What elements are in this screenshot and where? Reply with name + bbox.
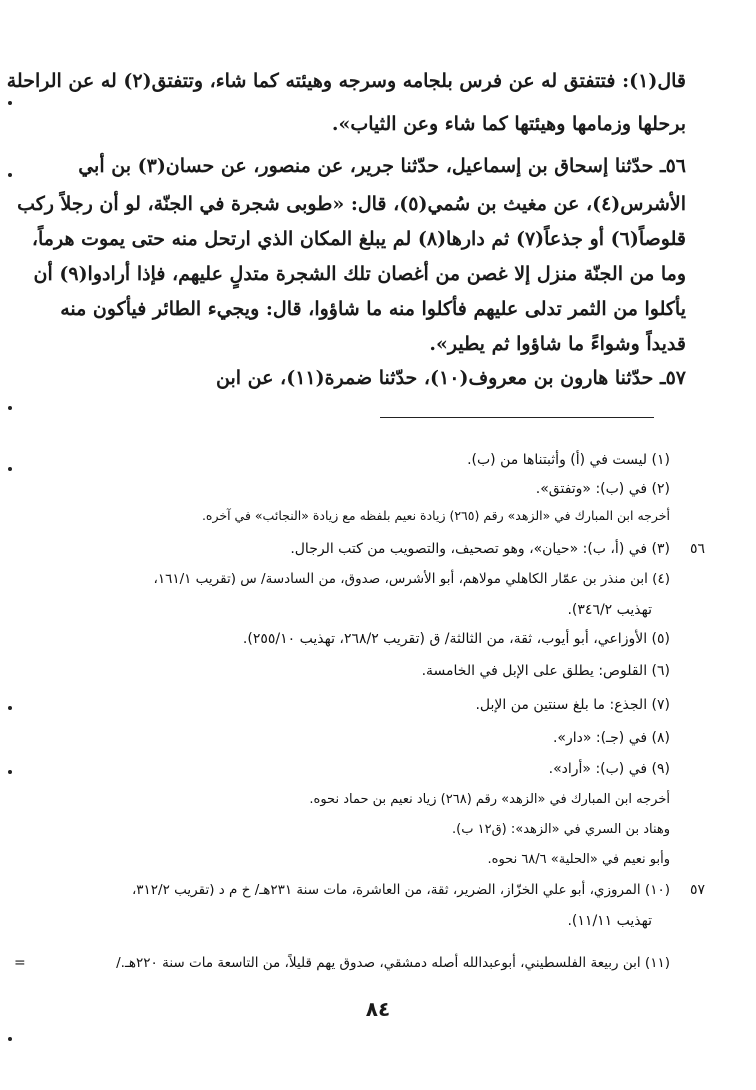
- margin-dot: [8, 101, 12, 105]
- footnote-separator: [380, 417, 654, 418]
- footnote-11: (١١) ابن ربيعة الفلسطيني، أبوعبدالله أصله دمشقي، صدوق يهم قليلاً، من التاسعة مات سنة ٢٢٠هـ./: [116, 955, 670, 971]
- margin-dot: [8, 770, 12, 774]
- footnote-1: (١) ليست في (أ) وأثبتناها من (ب).: [467, 452, 670, 468]
- footnote-4: (٤) ابن منذر بن عمّار الكاهلي مولاهم، أبو الأشرس، صدوق، من السادسة/ س (تقريب ١٦١/١،: [153, 571, 670, 587]
- footnote-6: (٦) القلوص: يطلق على الإبل في الخامسة.: [421, 663, 670, 679]
- footnote-2: (٢) في (ب): «وتفتق».: [535, 481, 670, 497]
- main-text-line-6: وما من الجنّة منزل إلا غصن من أغصان تلك الشجرة متدلٍ عليهم، فإذا أرادوا(٩) أن: [33, 263, 686, 285]
- main-text-line-7: يأكلوا من الثمر تدلى عليهم فأكلوا منه ما شاؤوا، قال: ويجيء الطائر فيأكون منه: [60, 298, 686, 320]
- main-text-line-8: قديداً وشواءً ما شاؤوا ثم يطير».: [429, 333, 686, 355]
- continuation-mark: =: [14, 955, 26, 971]
- margin-dot: [8, 706, 12, 710]
- hadith-number-57: ٥٧: [690, 882, 706, 898]
- margin-dot: [8, 406, 12, 410]
- footnote-5: (٥) الأوزاعي، أبو أيوب، ثقة، من الثالثة/ ق (تقريب ٢٦٨/٢، تهذيب ٢٥٥/١٠).: [242, 631, 670, 647]
- margin-dot: [8, 467, 12, 471]
- footnote-2-takhrij: أخرجه ابن المبارك في «الزهد» رقم (٢٦٥) زيادة نعيم بلفظه مع زيادة «النجائب» في آخره.: [201, 508, 670, 523]
- footnote-9: (٩) في (ب): «أراد».: [548, 761, 670, 777]
- footnote-8: (٨) في (جـ): «دار».: [552, 730, 670, 746]
- footnote-9-takhrij-3: وأبو نعيم في «الحلية» ٦٨/٦ نحوه.: [487, 852, 670, 867]
- main-text-line-3: ٥٦ـ حدّثنا إسحاق بن إسماعيل، حدّثنا جرير، عن منصور، عن حسان(٣) بن أبي: [78, 155, 686, 177]
- main-text-line-2: برحلها وزمامها وهيئتها كما شاء وعن الثياب».: [331, 113, 686, 135]
- footnote-9-takhrij-2: وهناد بن السري في «الزهد»: (ق١٢ ب).: [452, 822, 670, 837]
- footnote-10-cont: تهذيب ١١/١١).: [567, 913, 652, 929]
- hadith-number-56: ٥٦: [690, 541, 706, 557]
- main-text-line-9: ٥٧ـ حدّثنا هارون بن معروف(١٠)، حدّثنا ضمرة(١١)، عن ابن: [216, 367, 686, 389]
- margin-dot: [8, 1037, 12, 1041]
- footnote-10: (١٠) المروزي، أبو علي الخزّاز، الضرير، ثقة، من العاشرة، مات سنة ٢٣١هـ/ خ م د (تقريب ٣١٢/٢،: [131, 882, 670, 898]
- main-text-line-4: الأشرس(٤)، عن مغيث بن سُمي(٥)، قال: «طوبى شجرة في الجنّة، لو أن رجلاً ركب: [17, 193, 686, 215]
- margin-dot: [8, 173, 12, 177]
- footnote-9-takhrij-1: أخرجه ابن المبارك في «الزهد» رقم (٢٦٨) زياد نعيم بن حماد نحوه.: [309, 792, 670, 807]
- footnote-3: (٣) في (أ، ب): «حيان»، وهو تصحيف، والتصويب من كتب الرجال.: [290, 541, 670, 557]
- footnote-4-cont: تهذيب ٣٤٦/٢).: [567, 602, 652, 618]
- main-text-line-1: قال(١): فتتفتق له عن فرس بلجامه وسرجه وهيئته كما شاء، وتتفتق(٢) له عن الراحلة: [6, 70, 686, 92]
- page-number: ٨٤: [365, 997, 391, 1021]
- footnote-7: (٧) الجذع: ما بلغ سنتين من الإبل.: [475, 697, 670, 713]
- main-text-line-5: قلوصاً(٦) أو جذعاً(٧) ثم دارها(٨) لم يبلغ المكان الذي ارتحل منه حتى يموت هرماً،: [31, 228, 686, 250]
